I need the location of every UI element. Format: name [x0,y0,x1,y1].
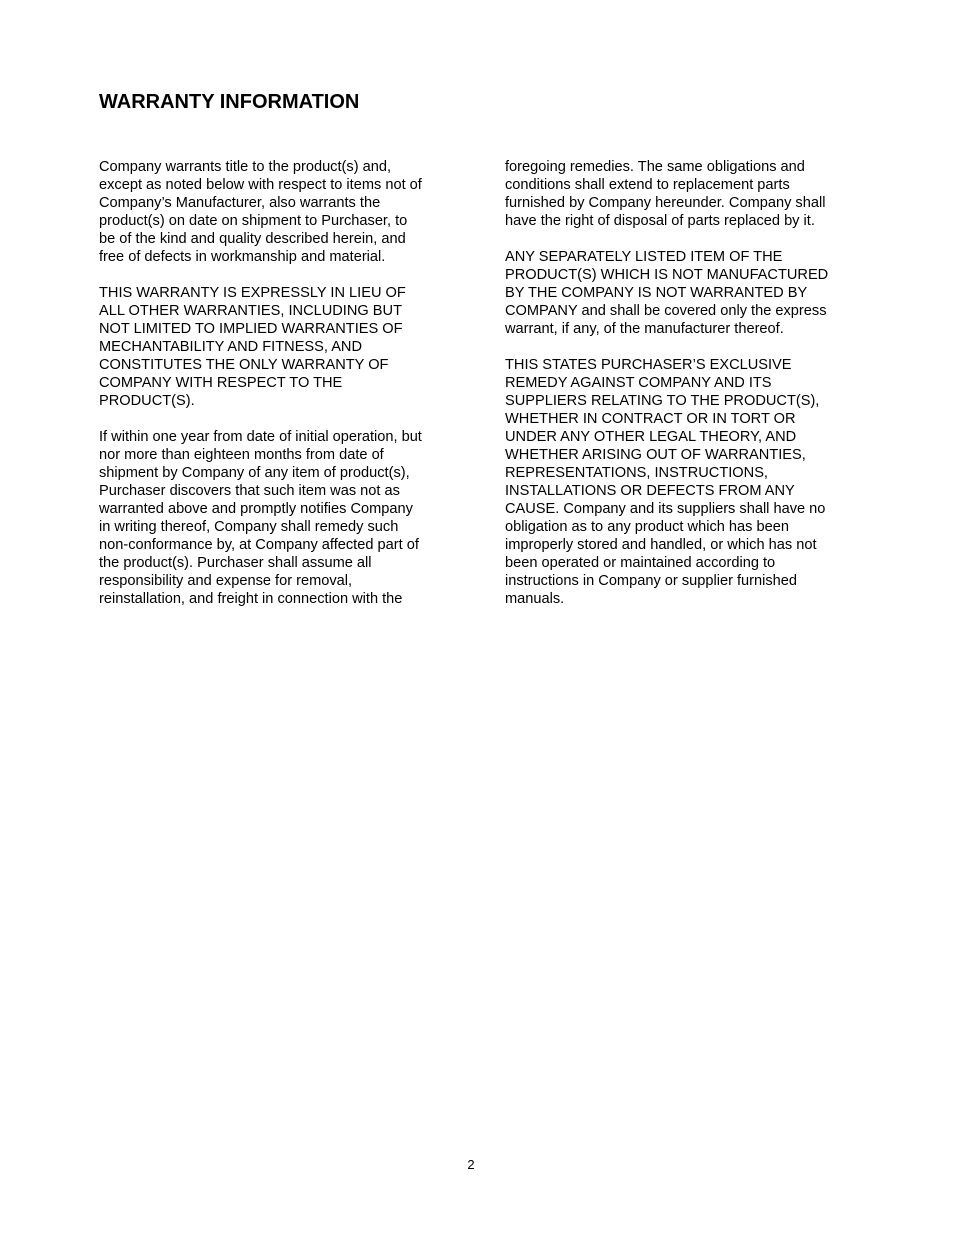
paragraph-separately-listed-items: ANY SEPARATELY LISTED ITEM OF THE PRODUCT(S) WHICH IS NOT MANUFACTURED BY THE COMPANY IS NOT WARRANTED BY COMPANY and shall be covered only the express warrant, if any, of the manufacturer thereof. [505,249,829,337]
paragraph-title-warranty: Company warrants title to the product(s) and, except as noted below with respect to items not of Company’s Manufacturer, also warrants the product(s) on date on shipment to Purchaser, to be of the kind and quality described herein, and free of defects in workmanship and material. [99,159,422,265]
paragraph-exclusive-remedy: THIS STATES PURCHASER’S EXCLUSIVE REMEDY AGAINST COMPANY AND ITS SUPPLIERS RELATING TO THE PRODUCT(S), WHETHER IN CONTRACT OR IN TORT OR UNDER ANY OTHER LEGAL THEORY, AND WHETHER ARISING OUT OF WARRANTIES, REPRESENTATIONS, INSTRUCTIONS, INSTALLATIONS OR DEFECTS FROM ANY CAUSE. Company and its suppliers shall have no obligation as to any product which has been improperly stored and handled, or which has not been operated or maintained according to instructions in Company or supplier furnished manuals. [505,357,826,607]
paragraph-replacement-parts: foregoing remedies. The same obligations and conditions shall extend to replacement parts furnished by Company hereunder. Company shall have the right of disposal of parts replaced by it. [505,159,826,229]
paragraph-exclusive-warranty: THIS WARRANTY IS EXPRESSLY IN LIEU OF ALL OTHER WARRANTIES, INCLUDING BUT NOT LIMITED TO IMPLIED WARRANTIES OF MECHANTABILITY AND FITNESS, AND CONSTITUTES THE ONLY WARRANTY OF COMPANY WITH RESPECT TO THE PRODUCT(S). [99,285,406,409]
page-number: 2 [467,1157,475,1172]
paragraph-remedy-terms: If within one year from date of initial operation, but nor more than eighteen months from date of shipment by Company of any item of product(s), Purchaser discovers that such item was not as warranted above and promptly notifies Company in writing thereof, Company shall remedy such non-conformance by, at Company affected part of the product(s). Purchaser shall assume all responsibility and expense for removal, reinstallation, and freight in connection with the [99,429,422,607]
left-column [99,158,451,626]
page-title: WARRANTY INFORMATION [99,91,360,113]
right-column [505,158,859,626]
